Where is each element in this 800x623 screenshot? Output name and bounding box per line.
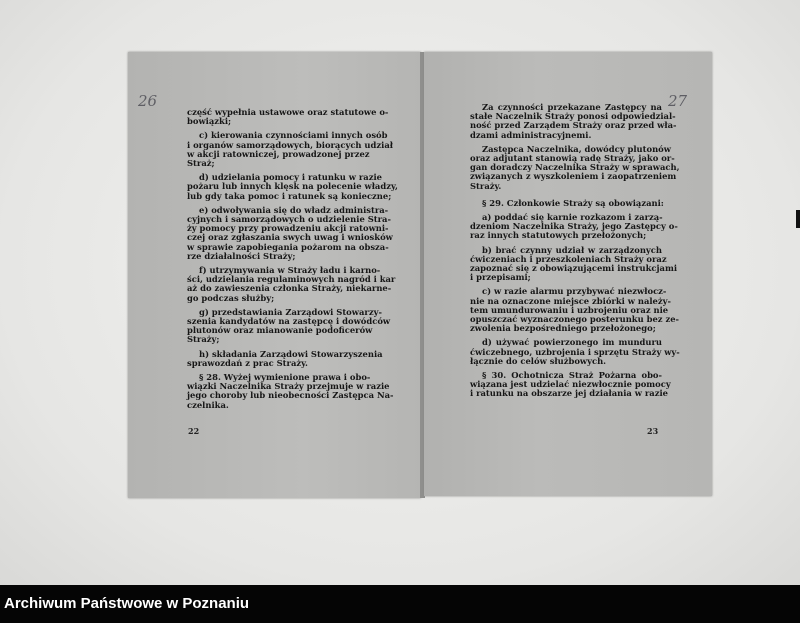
paragraph (470, 143, 680, 191)
text-line: dzami administracyjnemi. (470, 129, 592, 140)
text-line: wiązana jest udzielać niezwłocznie pomocy (470, 379, 671, 390)
text-line: i organów samorządowych, biorących udział (187, 139, 393, 150)
text-line: nie na oznaczone miejsce zbiórki w należy- (470, 295, 671, 306)
text-line: zwolenia bezpośredniego przełożonego; (470, 323, 656, 334)
page-text (470, 102, 680, 404)
text-line: cyjnych i samorządowych o udzielenie Stra- (187, 214, 391, 225)
text-line: czej oraz zgłaszania swych uwag i wniosków (187, 232, 393, 243)
text-line: dzeniom Naczelnika Straży, jego Zastępcy o- (470, 221, 678, 232)
text-line: pożaru lub innych klęsk na polecenie władzy, (187, 181, 398, 192)
text-line: gan doradczy Naczelnika Straży w sprawach, (470, 162, 680, 173)
text-line: ćwiczebnego, uzbrojenia i sprzętu Straży wy- (470, 346, 680, 357)
text-line: Straży; (187, 334, 220, 345)
paragraph (470, 286, 680, 334)
text-line: § 30. Ochotnicza Straż Pożarna obo- (482, 370, 662, 381)
text-line: aż do zawieszenia członka Straży, niekarne- (187, 283, 392, 294)
handwritten-page-number: 27 (668, 92, 688, 110)
text-line: część wypełnia ustawowe oraz statutowe o- (187, 107, 389, 117)
text-line: rze działalności Straży; (187, 250, 296, 261)
text-line: szenia kandydatów na zastępcę i dowódców (187, 316, 391, 327)
text-line: ność przed Zarządem Straży oraz przed wła- (470, 120, 677, 131)
text-line: sprawozdań z prac Straży. (187, 357, 308, 368)
edge-mark (796, 210, 800, 228)
text-line: a) poddać się karnie rozkazom i zarzą- (482, 212, 663, 223)
handwritten-page-number: 26 (138, 92, 158, 110)
text-line: raz innych statutowych przełożonych; (470, 230, 647, 241)
text-line: tem umundurowaniu i uzbrojeniu oraz nie (470, 304, 669, 315)
text-line: d) udzielania pomocy i ratunku w razie (199, 172, 382, 183)
paragraph (187, 107, 389, 127)
paragraph (470, 212, 678, 241)
paragraph (470, 370, 671, 399)
paragraph (187, 204, 393, 261)
page-number: 22 (188, 426, 200, 436)
paragraph (187, 265, 396, 303)
text-line: d) używać powierzonego im munduru (482, 337, 662, 348)
text-line: g) przedstawiania Zarządowi Stowarzy- (199, 306, 382, 317)
text-line: zapoznać się z obowiązującemi instrukcjami (470, 263, 678, 274)
archive-name: Archiwum Państwowe w Poznaniu (4, 595, 250, 612)
text-line: w akcji ratowniczej, prowadzonej przez (187, 148, 370, 159)
text-line: łącznie do celów służbowych. (470, 355, 607, 366)
text-line: Straży. (470, 180, 502, 191)
text-line: e) odwoływania się do władz administra- (199, 204, 389, 215)
text-line: Straż; (187, 158, 215, 169)
text-line: h) składania Zarządowi Stowarzyszenia (199, 348, 383, 359)
text-line: § 29. Członkowie Straży są obowiązani: (482, 197, 664, 208)
text-line: oraz adjutant stanowią radę Straży, jako or- (470, 153, 675, 164)
text-line: ćwiczeniach i przeszkoleniach Straży oraz (470, 253, 667, 264)
page-text (187, 107, 398, 415)
text-line: c) w razie alarmu przybywać niezwłocz- (482, 286, 667, 297)
paragraph (187, 348, 383, 368)
text-line: go podczas służby; (187, 292, 275, 303)
text-line: Zastępca Naczelnika, dowódcy plutonów (482, 143, 671, 154)
text-line: bowiązki; (187, 116, 232, 127)
text-line: ży pomocy przy prowadzeniu akcji ratowni- (187, 223, 389, 234)
text-line: i przepisami; (470, 272, 531, 283)
text-line: i ratunku na obszarze jej działania w razie (470, 388, 668, 399)
paragraph (187, 372, 394, 410)
text-line: c) kierowania czynnościami innych osób (199, 130, 388, 141)
right-page (424, 52, 712, 496)
paragraph (470, 244, 678, 283)
paragraph (470, 102, 677, 140)
text-line: stałe Naczelnik Straży ponosi odpowiedzial- (470, 111, 676, 122)
text-line: § 28. Wyżej wymienione prawa i obo- (199, 372, 371, 383)
page-number: 23 (647, 426, 659, 436)
paragraph (187, 306, 391, 345)
paragraph (187, 130, 393, 169)
text-line: związanych z wyszkoleniem i zaopatrzeniem (470, 171, 677, 182)
paragraph (187, 172, 398, 201)
left-page (128, 52, 421, 498)
text-line: czelnika. (187, 399, 229, 410)
paragraph (470, 199, 662, 208)
text-line: plutonów oraz mianowanie podoficerów (187, 325, 373, 336)
text-line: w sprawie zapobiegania pożarom na obsza- (187, 241, 389, 252)
text-line: opuszczać wyznaczonego posterunku bez ze- (470, 314, 680, 325)
paragraph (470, 337, 680, 366)
text-line: lub gdy taka pomoc i ratunek są konieczne; (187, 190, 392, 201)
text-line: Za czynności przekazane Zastępcy na (482, 102, 662, 112)
text-line: f) utrzymywania w Straży ładu i karno- (199, 265, 381, 276)
text-line: wiązki Naczelnika Straży przejmuje w razie (187, 381, 390, 392)
text-line: jego choroby lub nieobecności Zastępca Na- (187, 390, 394, 401)
archive-footer (0, 585, 800, 623)
text-line: ści, udzielania regulaminowych nagród i kar (187, 274, 396, 285)
text-line: b) brać czynny udział w zarządzonych (482, 244, 662, 255)
